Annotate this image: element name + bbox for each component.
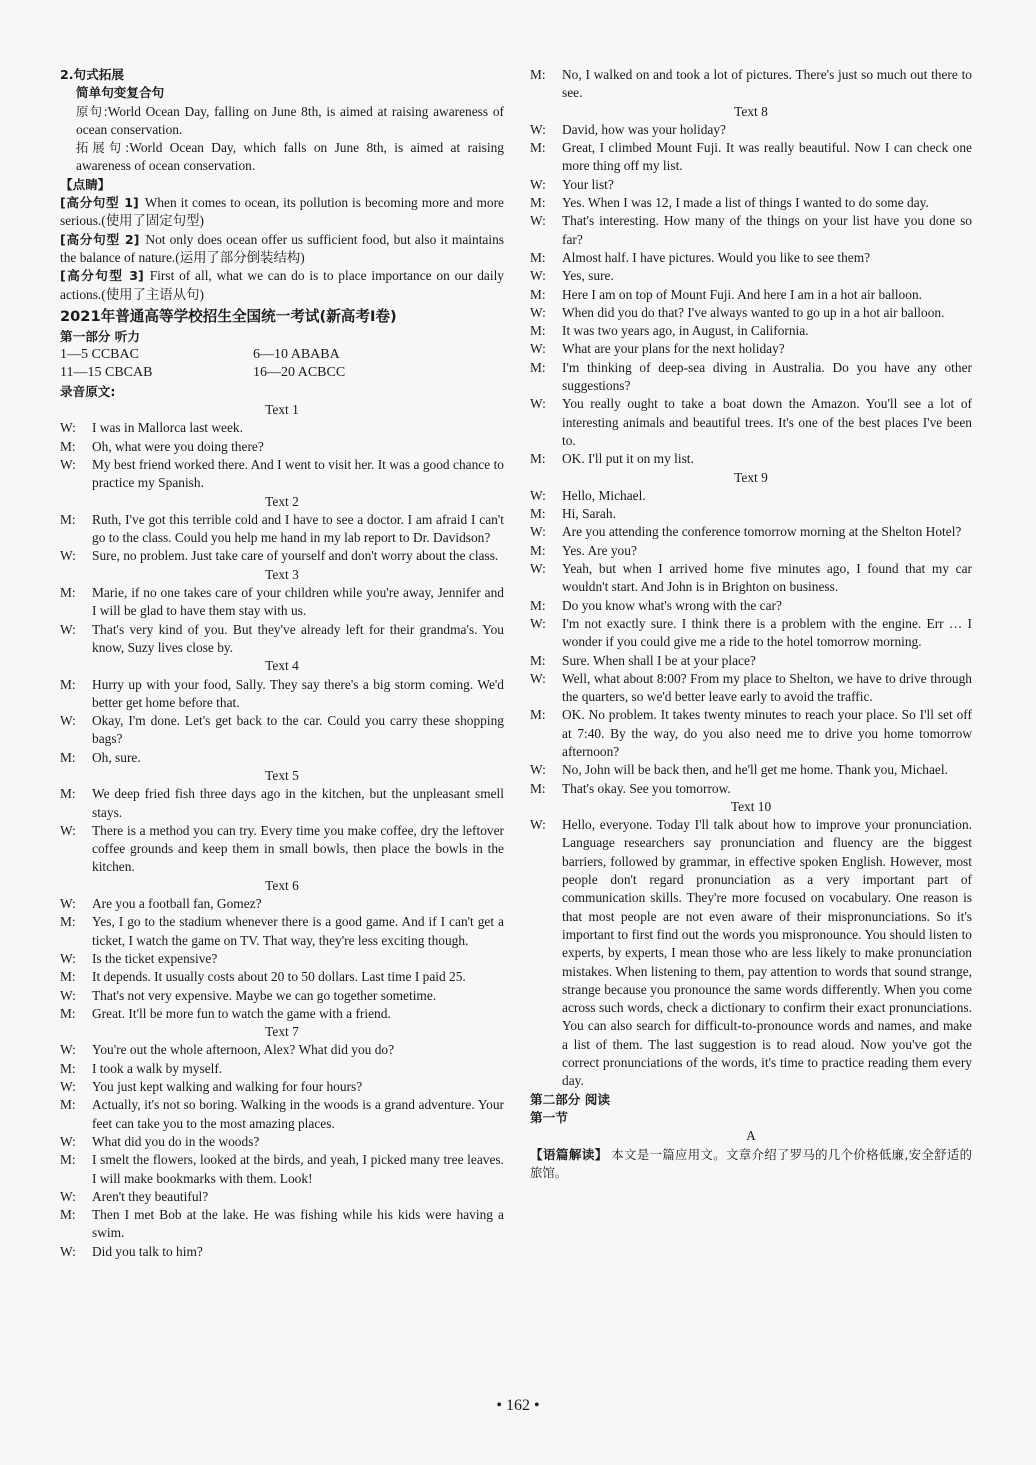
dialogue-line — [60, 584, 504, 621]
speaker-label: W: — [530, 762, 546, 778]
speaker-label: W: — [60, 1042, 76, 1058]
dialogue-text: Oh, sure. — [92, 749, 141, 765]
right-column — [530, 66, 972, 1182]
dialogue-line — [530, 249, 972, 267]
passage-summary-tag: 【语篇解读】 — [530, 1146, 608, 1162]
part-two-heading: 第二部分 阅读 — [530, 1091, 610, 1107]
dialogue-text: Great, I climbed Mount Fuji. It was really beautiful. Now I can check one more thing off my list. — [562, 140, 972, 174]
dialogue-text: No, I walked on and took a lot of pictures. There's just so much out there to see. — [562, 67, 972, 101]
dialogue-line — [60, 785, 504, 822]
speaker-label: M: — [530, 451, 546, 467]
speaker-label: M: — [60, 1005, 76, 1021]
transcript-label: 录音原文: — [60, 383, 116, 399]
dialogue-line — [60, 895, 504, 913]
dialogue-text: Sure. When shall I be at your place? — [562, 652, 756, 668]
speaker-label: M: — [530, 597, 546, 613]
dialogue-line — [60, 1243, 504, 1261]
speaker-label: W: — [530, 341, 546, 357]
speaker-label: M: — [530, 359, 546, 375]
dialogue-text: Then I met Bob at the lake. He was fishing while his kids were having a swim. — [92, 1207, 504, 1241]
dialogue-line — [530, 615, 972, 652]
dialogue-line — [530, 597, 972, 615]
section-title: 2.句式拓展 — [60, 67, 124, 82]
dialogue-text: Your list? — [562, 176, 614, 192]
speaker-label: M: — [530, 652, 546, 668]
dialogue-text: Are you a football fan, Gomez? — [92, 896, 262, 912]
dialogue-line — [530, 450, 972, 468]
speaker-label: W: — [60, 1188, 76, 1204]
dialogue-line — [60, 1133, 504, 1151]
dialogue-text: That's okay. See you tomorrow. — [562, 780, 731, 796]
dialogue-text: Hello, Michael. — [562, 487, 646, 503]
highscore-text-3: First of all, what we can do is to place importance on our daily actions.(使用了主语从句) — [60, 268, 504, 302]
dialogue-line — [530, 286, 972, 304]
speaker-label: M: — [60, 1207, 76, 1223]
speaker-label: W: — [60, 420, 76, 436]
text-title: Text 8 — [734, 103, 768, 119]
original-label: 原句: — [76, 103, 108, 119]
dialogue-text: Yes. Are you? — [562, 542, 637, 558]
speaker-label: M: — [530, 542, 546, 558]
part-one-heading: 第一部分 听力 — [60, 328, 140, 344]
dialogue-text: That's interesting. How many of the things on your list have you done so far? — [562, 213, 972, 247]
dialogue-line — [530, 395, 972, 450]
speaker-label: M: — [60, 1097, 76, 1113]
speaker-label: W: — [60, 950, 76, 966]
speaker-label: M: — [60, 914, 76, 930]
dialogue-text: That's very kind of you. But they've already left for their grandma's. You know, Suzy lives close by. — [92, 621, 504, 655]
speaker-label: M: — [530, 780, 546, 796]
dialogue-text: Aren't they beautiful? — [92, 1188, 209, 1204]
dialogue-text: Yes. When I was 12, I made a list of things I wanted to do some day. — [562, 195, 929, 211]
answer-key — [60, 346, 504, 383]
dialogue-line — [530, 523, 972, 541]
dialogue-text: No, John will be back then, and he'll get me home. Thank you, Michael. — [562, 762, 948, 778]
speaker-label: W: — [530, 615, 546, 631]
dialogue-text: Okay, I'm done. Let's get back to the car. Could you carry these shopping bags? — [92, 713, 504, 747]
speaker-label: W: — [60, 1243, 76, 1259]
dialogue-line — [60, 419, 504, 437]
dialogue-text: There is a method you can try. Every time you make coffee, dry the leftover coffee grounds and keep them in small bowls, then place the bowls in the kitchen. — [92, 822, 504, 875]
dialogue-text: What are your plans for the next holiday? — [562, 341, 785, 357]
speaker-label: W: — [60, 621, 76, 637]
extended-label: 拓展句: — [76, 140, 130, 156]
dialogue-line — [530, 176, 972, 194]
text-title: Text 5 — [265, 767, 299, 783]
answer-group: 1—5 CCBAC — [60, 347, 139, 363]
dialogue-line — [530, 66, 972, 103]
dialogue-line — [60, 511, 504, 548]
speaker-label: W: — [530, 268, 546, 284]
dialogue-text: That's not very expensive. Maybe we can go together sometime. — [92, 987, 437, 1003]
dialogue-line — [530, 652, 972, 670]
dialogue-line — [60, 822, 504, 877]
dialogue-text: I took a walk by myself. — [92, 1060, 223, 1076]
dialogue-text: My best friend worked there. And I went to visit her. It was a good chance to practice my Spanish. — [92, 456, 504, 491]
dialogue-line — [60, 950, 504, 968]
dialogue-line — [530, 304, 972, 322]
text-title: Text 2 — [265, 493, 299, 509]
dialogue-text: Ruth, I've got this terrible cold and I have to see a doctor. I am afraid I can't go to the class. Could you help me hand in my lab report to Dr. Davidson? — [92, 511, 504, 546]
speaker-label: M: — [530, 140, 546, 156]
dialogue-text: Sure, no problem. Just take care of yourself and don't worry about the class. — [92, 548, 499, 564]
speaker-label: M: — [60, 969, 76, 985]
dialogue-line — [530, 505, 972, 523]
dialogue-text: You're out the whole afternoon, Alex? What did you do? — [92, 1042, 395, 1058]
dialogue-text: It was two years ago, in August, in California. — [562, 323, 809, 339]
speaker-label: M: — [530, 249, 546, 265]
dialogue-text: I was in Mallorca last week. — [92, 420, 243, 436]
dialogue-line — [530, 560, 972, 597]
speaker-label: M: — [60, 585, 76, 601]
dialogue-line — [530, 212, 972, 249]
answer-group: 6—10 ABABA — [253, 347, 340, 363]
speaker-label: W: — [60, 1079, 76, 1095]
speaker-label: W: — [530, 121, 546, 137]
highscore-sentence-2 — [60, 231, 504, 268]
dialogue-line — [530, 322, 972, 340]
answer-group: 16—20 ACBCC — [253, 365, 346, 381]
text-title: Text 9 — [734, 469, 768, 485]
dialogue-text: Actually, it's not so boring. Walking in the woods is a grand adventure. Your feet can take you to the most amazing places. — [92, 1097, 504, 1131]
dialogue-line — [60, 547, 504, 565]
dialogue-line — [530, 487, 972, 505]
speaker-label: M: — [530, 707, 546, 723]
dialogue-line — [530, 761, 972, 779]
dialogue-text: Hello, everyone. Today I'll talk about how to improve your pronunciation. Language researchers say pronunciation and fluency are the biggest barriers, followed by grammar, in effective spoken English. However, most people don't regard pronunciation as a very important part of communication skills. They're more focused on vocabulary. One reason is that most people are not even aware of their mispronunciations. So it's important to first find out the words you mispronounce. You should listen to experts, by experts, I mean those who are less likely to make pronunciation mistakes. When listening to them, pay attention to words that sound strange, strange because you pronounce the same words differently. When you come across such words, check a dictionary to confirm their exact pronunciations. You can also search for difficult-to-pronounce words and names, and make a list of them. The last suggestion is to read aloud. Now you've got the correct pronunciations of the words, it's time to practice reading them every day. — [562, 817, 972, 1089]
original-sentence — [60, 103, 504, 140]
dialogue-line — [60, 456, 504, 493]
dialogue-line — [60, 1078, 504, 1096]
speaker-label: W: — [60, 987, 76, 1003]
speaker-label: M: — [60, 676, 76, 692]
dialogue-text: Well, what about 8:00? From my place to Shelton, we have to drive through the quarters, so we'd better leave early to avoid the traffic. — [562, 670, 972, 705]
dialogue-text: Yes, sure. — [562, 268, 614, 284]
speaker-label: W: — [530, 176, 546, 192]
dialogue-text: OK. I'll put it on my list. — [562, 451, 694, 467]
speaker-label: M: — [530, 195, 546, 211]
dialogue-text: Great. It'll be more fun to watch the game with a friend. — [92, 1005, 391, 1021]
dialogue-line — [530, 780, 972, 798]
dialogue-text: Hi, Sarah. — [562, 506, 616, 522]
speaker-label: M: — [60, 1152, 76, 1168]
transcript-right — [530, 66, 972, 1091]
dialogue-line — [60, 987, 504, 1005]
dialogue-line — [530, 542, 972, 560]
dialogue-text: Yes, I go to the stadium whenever there is a good game. And if I can't get a ticket, I watch the game on TV. That way, they're less exciting though. — [92, 914, 504, 948]
dialogue-line — [60, 1151, 504, 1188]
dialogue-text: Marie, if no one takes care of your children while you're away, Jennifer and I will be glad to have them stay with us. — [92, 585, 504, 619]
original-text: World Ocean Day, falling on June 8th, is aimed at raising awareness of ocean conservation. — [76, 103, 504, 137]
dialogue-line — [60, 1188, 504, 1206]
speaker-label: W: — [530, 396, 546, 412]
subsection-title: 简单句变复合句 — [76, 85, 165, 101]
section-one-heading: 第一节 — [530, 1109, 568, 1125]
dialogue-text: Yeah, but when I arrived home five minutes ago, I found that my car wouldn't start. And John is in Brighton on business. — [562, 561, 972, 595]
speaker-label: M: — [60, 786, 76, 802]
dialogue-line — [60, 968, 504, 986]
extended-sentence — [60, 139, 504, 176]
speaker-label: W: — [60, 713, 76, 729]
dialogue-line — [530, 359, 972, 396]
dialogue-line — [60, 749, 504, 767]
exam-title: 2021年普通高等学校招生全国统一考试(新高考Ⅰ卷) — [60, 307, 397, 325]
dialogue-text: You really ought to take a boat down the Amazon. You'll see a lot of interesting animals and beautiful trees. It's one of the best places I've been to. — [562, 396, 972, 448]
text-title: Text 10 — [730, 798, 772, 814]
left-column — [60, 66, 504, 1261]
speaker-label: W: — [530, 670, 546, 686]
highscore-tag-1: [高分句型 1] — [60, 195, 139, 211]
dialogue-line — [60, 712, 504, 749]
passage-summary — [530, 1146, 972, 1183]
speaker-label: M: — [60, 749, 76, 765]
speaker-label: M: — [530, 286, 546, 302]
text-title: Text 7 — [265, 1024, 299, 1040]
dialogue-line — [530, 340, 972, 358]
speaker-label: W: — [530, 817, 546, 833]
highscore-text-2: Not only does ocean offer us sufficient food, but also it maintains the balance of nature.(运用了部分倒装结构) — [60, 231, 504, 265]
dialogue-text: Did you talk to him? — [92, 1243, 203, 1259]
speaker-label: W: — [530, 524, 546, 540]
dialogue-line — [530, 706, 972, 761]
dianjing-heading: 【点睛】 — [60, 176, 111, 192]
dialogue-line — [530, 194, 972, 212]
speaker-label: W: — [530, 304, 546, 320]
dialogue-text: OK. No problem. It takes twenty minutes to reach your place. So I'll set off at 7:40. By the way, do you also need me to drive you home tomorrow afternoon? — [562, 707, 972, 759]
dialogue-line — [530, 670, 972, 707]
dialogue-text: Is the ticket expensive? — [92, 950, 218, 966]
dialogue-line — [60, 913, 504, 950]
dialogue-text: Almost half. I have pictures. Would you like to see them? — [562, 249, 871, 265]
dialogue-line — [60, 1005, 504, 1023]
speaker-label: M: — [530, 323, 546, 339]
speaker-label: M: — [60, 438, 76, 454]
dialogue-line — [60, 1060, 504, 1078]
dialogue-line — [530, 139, 972, 176]
speaker-label: M: — [60, 1060, 76, 1076]
dialogue-line — [60, 621, 504, 658]
highscore-tag-3: [高分句型 3] — [60, 268, 144, 284]
dialogue-line — [530, 121, 972, 139]
speaker-label: W: — [530, 213, 546, 229]
dialogue-text: I'm thinking of deep-sea diving in Australia. Do you have any other suggestions? — [562, 359, 972, 394]
speaker-label: W: — [60, 548, 76, 564]
speaker-label: W: — [60, 896, 76, 912]
page-number: • 162 • — [496, 1397, 540, 1414]
speaker-label: W: — [530, 561, 546, 577]
passage-letter: A — [746, 1128, 756, 1144]
dialogue-text: You just kept walking and walking for four hours? — [92, 1079, 363, 1095]
dialogue-text: It depends. It usually costs about 20 to 50 dollars. Last time I paid 25. — [92, 969, 466, 985]
dialogue-text: Hurry up with your food, Sally. They say there's a big storm coming. We'd better get home before that. — [92, 676, 504, 710]
dialogue-line — [60, 1041, 504, 1059]
speaker-label: M: — [530, 67, 546, 82]
dialogue-text: David, how was your holiday? — [562, 121, 727, 137]
dialogue-text: Oh, what were you doing there? — [92, 438, 264, 454]
extended-text: World Ocean Day, which falls on June 8th, is aimed at raising awareness of ocean conservation. — [76, 140, 504, 174]
text-title: Text 6 — [265, 877, 299, 893]
speaker-label: W: — [60, 1133, 76, 1149]
transcript-left — [60, 401, 504, 1261]
dialogue-line — [60, 1206, 504, 1243]
text-title: Text 3 — [265, 566, 299, 582]
dialogue-text: What did you do in the woods? — [92, 1133, 260, 1149]
speaker-label: W: — [60, 456, 76, 472]
text-title: Text 4 — [265, 658, 299, 674]
passage-summary-text: 本文是一篇应用文。文章介绍了罗马的几个价格低廉,安全舒适的旅馆。 — [530, 1146, 972, 1180]
speaker-label: W: — [530, 487, 546, 503]
speaker-label: W: — [60, 822, 76, 838]
dialogue-line — [60, 438, 504, 456]
dialogue-text: Here I am on top of Mount Fuji. And here I am in a hot air balloon. — [562, 286, 922, 302]
dialogue-text: We deep fried fish three days ago in the kitchen, but the unpleasant smell stays. — [92, 786, 504, 820]
highscore-tag-2: [高分句型 2] — [60, 231, 140, 247]
dialogue-line — [530, 816, 972, 1090]
dialogue-line — [60, 676, 504, 713]
highscore-text-1: When it comes to ocean, its pollution is becoming more and more serious.(使用了固定句型) — [60, 195, 504, 229]
highscore-sentence-1 — [60, 194, 504, 231]
dialogue-text: Are you attending the conference tomorrow morning at the Shelton Hotel? — [562, 524, 962, 540]
dialogue-text: Do you know what's wrong with the car? — [562, 597, 782, 613]
speaker-label: M: — [60, 511, 76, 527]
highscore-sentence-3 — [60, 267, 504, 304]
dialogue-line — [530, 267, 972, 285]
text-title: Text 1 — [265, 402, 299, 418]
answer-group: 11—15 CBCAB — [60, 365, 153, 381]
dialogue-text: When did you do that? I've always wanted to go up in a hot air balloon. — [562, 304, 945, 320]
dialogue-line — [60, 1096, 504, 1133]
dialogue-text: I'm not exactly sure. I think there is a problem with the engine. Err … I wonder if you could give me a ride to the hotel tomorrow morning. — [562, 615, 972, 650]
speaker-label: M: — [530, 506, 546, 522]
dialogue-text: I smelt the flowers, looked at the birds, and yeah, I picked many tree leaves. I will make bookmarks with them. Look! — [92, 1152, 504, 1186]
